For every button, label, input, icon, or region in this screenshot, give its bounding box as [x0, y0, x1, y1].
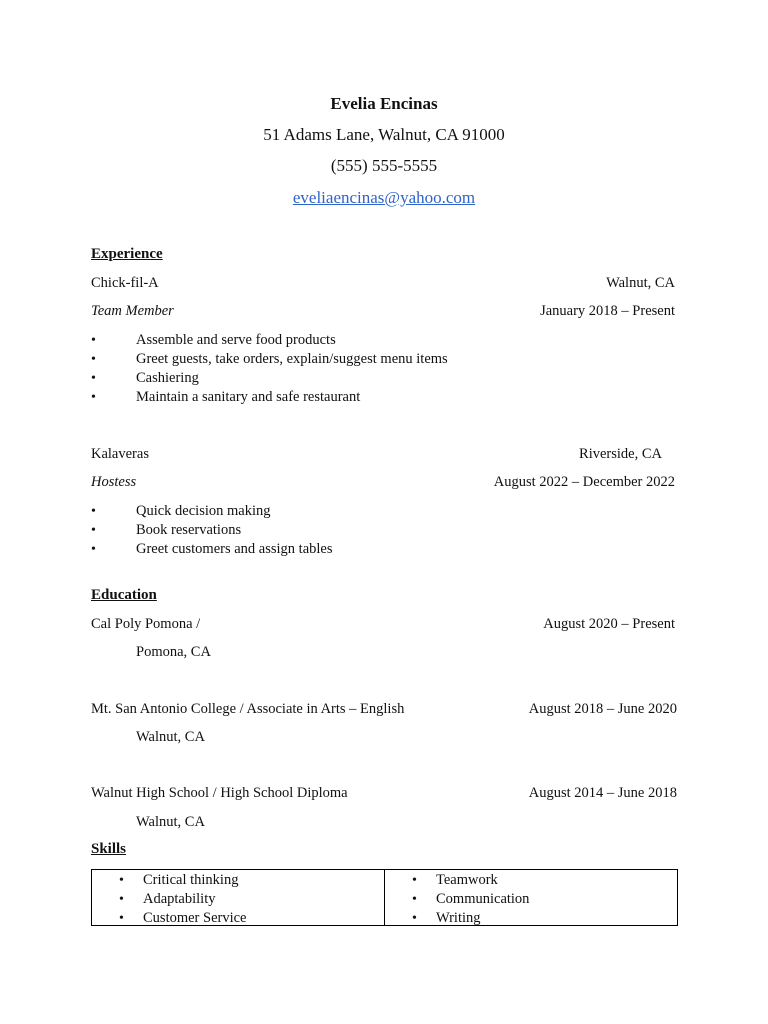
applicant-phone: (555) 555-5555 — [330, 156, 438, 175]
job-title: Team Member — [91, 303, 174, 319]
list-item: • Book reservations — [91, 521, 333, 540]
list-item: • Assemble and serve food products — [91, 331, 448, 350]
job-title: Hostess — [91, 474, 137, 490]
job-location: Walnut, CA — [606, 275, 675, 291]
skills-column-left — [92, 870, 384, 925]
skill-item: • Communication — [385, 890, 677, 909]
skill-item: • Writing — [385, 909, 677, 928]
job-dates: August 2022 – December 2022 — [493, 474, 675, 490]
skills-table — [91, 869, 678, 926]
list-item: • Maintain a sanitary and safe restaurant — [91, 388, 448, 407]
school-dates: August 2014 – June 2018 — [528, 785, 677, 801]
skill-item: • Teamwork — [385, 871, 677, 890]
skill-item: • Customer Service — [92, 909, 384, 928]
school-dates: August 2020 – Present — [543, 616, 675, 632]
job-duties-list — [91, 331, 448, 407]
job-location: Riverside, CA — [579, 446, 662, 462]
school-dates: August 2018 – June 2020 — [528, 701, 677, 717]
school-name: Walnut High School / High School Diploma — [91, 785, 348, 801]
list-item: • Greet customers and assign tables — [91, 540, 333, 559]
skill-item: • Adaptability — [92, 890, 384, 909]
skill-item: • Critical thinking — [92, 871, 384, 890]
school-location: Walnut, CA — [136, 729, 205, 745]
job-employer: Chick-fil-A — [91, 275, 159, 291]
school-name: Cal Poly Pomona / — [91, 616, 201, 632]
school-name: Mt. San Antonio College / Associate in Arts – English — [91, 701, 405, 717]
experience-heading: Experience — [91, 246, 163, 262]
job-dates: January 2018 – Present — [540, 303, 675, 319]
applicant-address: 51 Adams Lane, Walnut, CA 91000 — [263, 125, 505, 144]
applicant-name: Evelia Encinas — [330, 94, 438, 113]
skills-heading: Skills — [91, 841, 127, 857]
list-item: • Cashiering — [91, 369, 448, 388]
list-item: • Greet guests, take orders, explain/suggest menu items — [91, 350, 448, 369]
school-location: Pomona, CA — [136, 644, 211, 660]
skills-column-right — [384, 870, 677, 925]
school-location: Walnut, CA — [136, 814, 205, 830]
email-row — [0, 188, 768, 208]
applicant-email-link[interactable]: eveliaencinas@yahoo.com — [292, 188, 476, 207]
list-item: • Quick decision making — [91, 502, 333, 521]
education-heading: Education — [91, 587, 157, 603]
job-duties-list — [91, 502, 333, 559]
job-employer: Kalaveras — [91, 446, 149, 462]
